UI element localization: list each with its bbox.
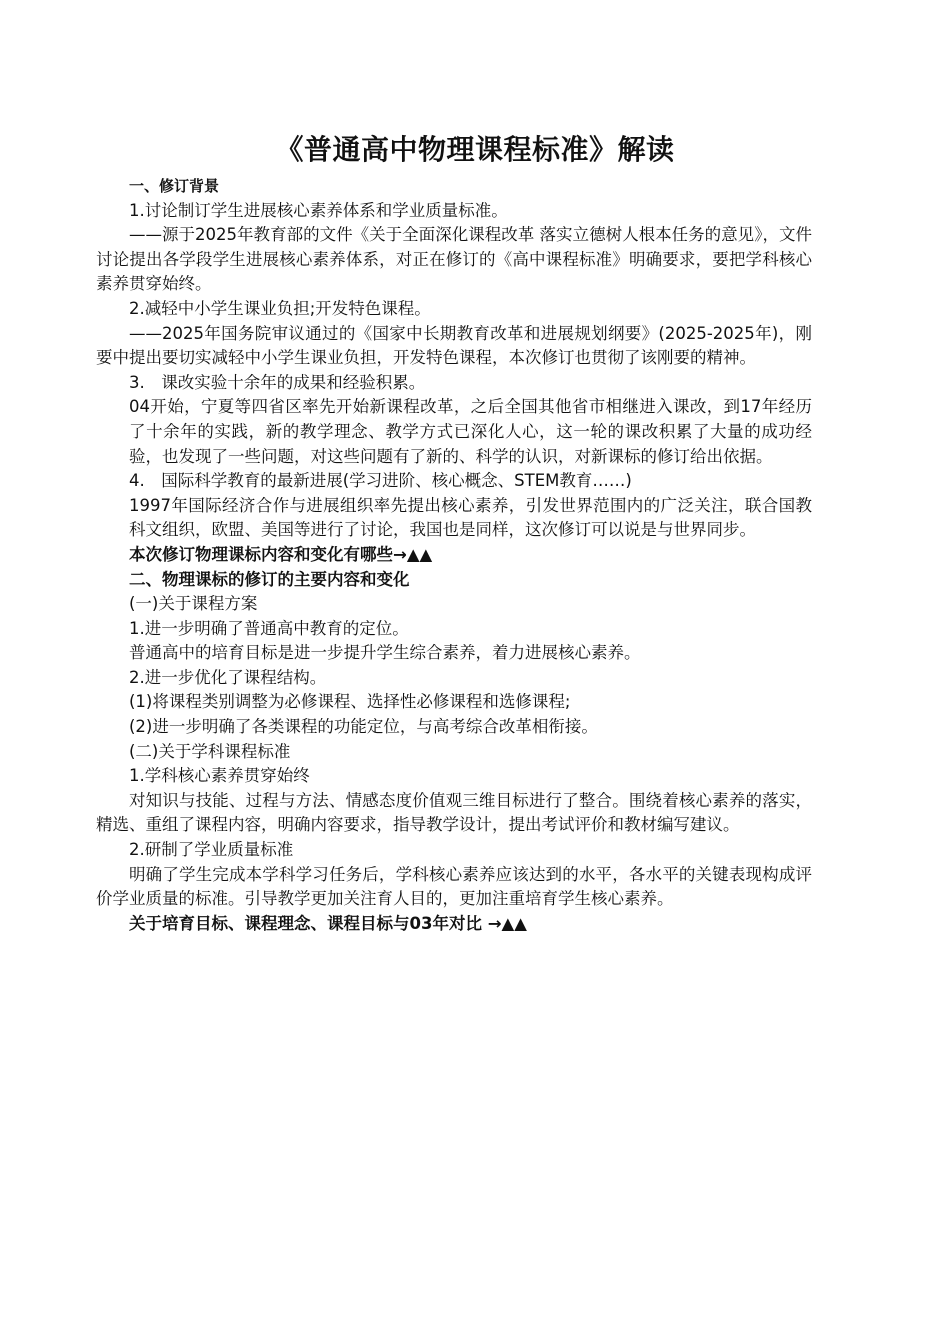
paragraph: 明确了学生完成本学科学习任务后，学科核心素养应该达到的水平，各水平的关键表现构成评价学业质量的标准。引导教学更加关注育人目的，更加注重培育学生核心素养。 (96, 864, 812, 909)
paragraph: 2.研制了学业质量标准 (129, 840, 294, 860)
paragraph: 1.讨论制订学生进展核心素养体系和学业质量标准。 (129, 200, 508, 220)
paragraph: ——源于2025年教育部的文件《关于全面深化课程改革 落实立德树人根本任务的意见》，文件讨论提出各学段学生进展核心素养体系，对正在修订的《高中课程标准》明确要求，要把学科核心素养贯穿始终。 (96, 225, 812, 294)
bold-link-line: 关于培育目标、课程理念、课程目标与03年对比 →▲▲ (129, 913, 527, 933)
subsection-heading: (二)关于学科课程标准 (129, 741, 291, 761)
document-title: 《普通高中物理课程标准》解读 (275, 133, 675, 166)
paragraph: 对知识与技能、过程与方法、情感态度价值观三维目标进行了整合。围绕着核心素养的落实，精选、重组了课程内容，明确内容要求，指导教学设计，提出考试评价和教材编写建议。 (96, 790, 812, 835)
document-body (96, 174, 812, 936)
paragraph: 2.进一步优化了课程结构。 (129, 667, 327, 687)
paragraph: ——2025年国务院审议通过的《国家中长期教育改革和进展规划纲要》(2025-2025年)，刚要中提出要切实减轻中小学生课业负担，开发特色课程，本次修订也贯彻了该刚要的精神。 (96, 323, 812, 368)
section-heading-revision-background: 一、修订背景 (129, 177, 220, 195)
paragraph: 4. 国际科学教育的最新进展(学习进阶、核心概念、STEM教育……) (129, 471, 632, 491)
paragraph: 1.进一步明确了普通高中教育的定位。 (129, 618, 409, 638)
paragraph: (1)将课程类别调整为必修课程、选择性必修课程和选修课程; (129, 692, 571, 712)
subsection-heading: (一)关于课程方案 (129, 594, 258, 614)
section-heading-main-changes: 二、物理课标的修订的主要内容和变化 (129, 569, 410, 589)
paragraph: 04开始，宁夏等四省区率先开始新课程改革，之后全国其他省市相继进入课改，到17年经历了十余年的实践，新的教学理念、教学方式已深化人心，这一轮的课改积累了大量的成功经验，也发现了一些问题，对这些问题有了新的、科学的认识，对新课标的修订给出依据。 (129, 397, 812, 466)
paragraph: 2.减轻中小学生课业负担;开发特色课程。 (129, 298, 431, 318)
bold-link-line: 本次修订物理课标内容和变化有哪些→▲▲ (129, 544, 433, 564)
paragraph: (2)进一步明确了各类课程的功能定位，与高考综合改革相衔接。 (129, 717, 598, 737)
paragraph: 普通高中的培育目标是进一步提升学生综合素养，着力进展核心素养。 (129, 643, 641, 663)
paragraph: 1997年国际经济合作与进展组织率先提出核心素养，引发世界范围内的广泛关注，联合国教科文组织，欧盟、美国等进行了讨论，我国也是同样，这次修订可以说是与世界同步。 (129, 495, 812, 540)
paragraph: 1.学科核心素养贯穿始终 (129, 766, 310, 786)
paragraph: 3. 课改实验十余年的成果和经验积累。 (129, 372, 426, 392)
